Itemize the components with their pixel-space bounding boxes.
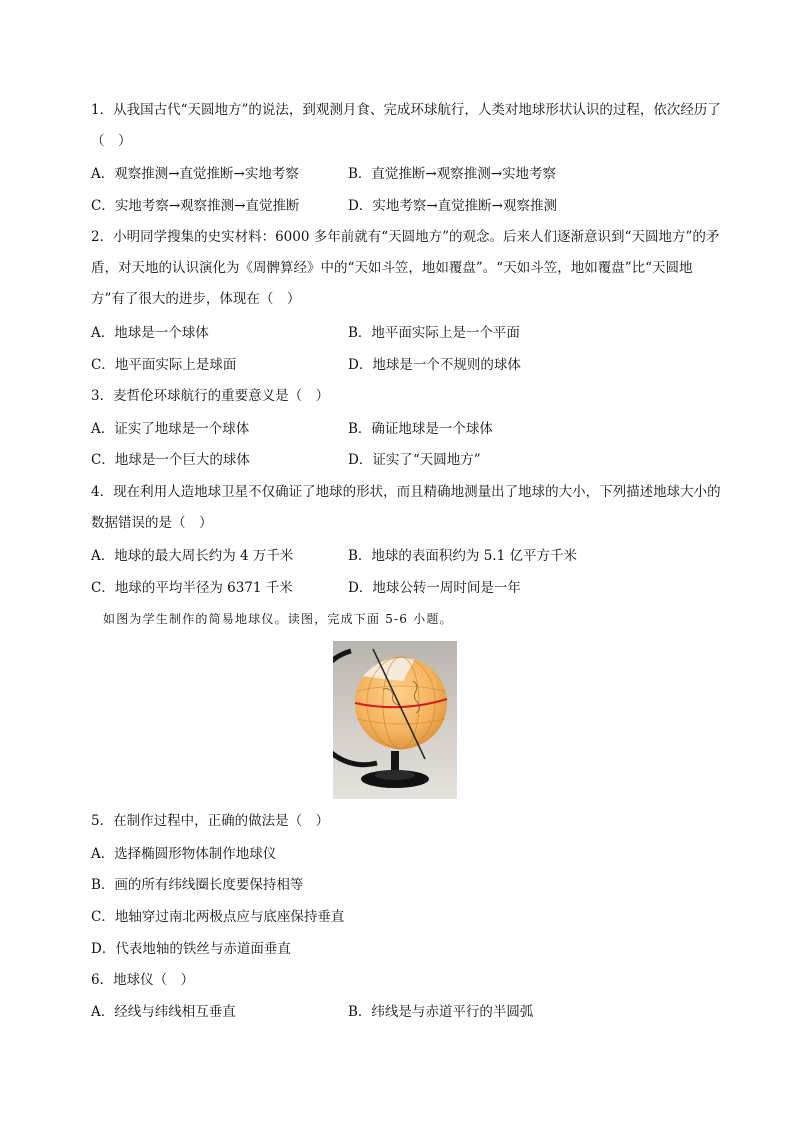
q4-option-b: B．地球的表面积约为 5.1 亿平方千米: [348, 548, 577, 564]
q6-option-b: B．纬线是与赤道平行的半圆弧: [348, 1004, 534, 1020]
q1-option-d: D．实地考察→直觉推断→观察推测: [348, 198, 557, 214]
question-1: 1．从我国古代“天圆地方”的说法，到观测月食、完成环球航行，人类对地球形状认识的过程，依次经历了（ ）: [91, 102, 721, 149]
figure-intro: 如图为学生制作的简易地球仪。读图，完成下面 5-6 小题。: [103, 612, 453, 626]
q5-option-d: D．代表地轴的铁丝与赤道面垂直: [91, 941, 291, 957]
q3-option-d: D．证实了“天圆地方”: [348, 452, 481, 468]
q5-option-a: A．选择椭圆形物体制作地球仪: [91, 846, 277, 862]
q4-option-d: D．地球公转一周时间是一年: [348, 580, 521, 596]
q6-option-a: A．经线与纬线相互垂直: [91, 1004, 236, 1020]
q4-option-a: A．地球的最大周长约为 4 万千米: [91, 548, 294, 564]
question-5: 5．在制作过程中，正确的做法是（ ）: [91, 813, 330, 829]
q5-option-b: B．画的所有纬线圈长度要保持相等: [91, 877, 304, 893]
question-6: 6．地球仪（ ）: [91, 972, 195, 988]
globe-photo: [333, 641, 457, 799]
globe-icon: [333, 641, 457, 799]
q3-option-c: C．地球是一个巨大的球体: [91, 452, 250, 468]
q1-option-a: A．观察推测→直觉推断→实地考察: [91, 166, 299, 182]
q2-option-a: A．地球是一个球体: [91, 325, 209, 341]
q1-option-b: B．直觉推断→观察推测→实地考察: [348, 166, 557, 182]
q5-option-c: C．地轴穿过南北两极点应与底座保持垂直: [91, 909, 345, 925]
q1-option-c: C．实地考察→观察推测→直觉推断: [91, 198, 300, 214]
question-4: 4．现在利用人造地球卫星不仅确证了地球的形状，而且精确地测量出了地球的大小，下列描述地球大小的数据错误的是（ ）: [91, 484, 721, 531]
q3-option-b: B．确证地球是一个球体: [348, 421, 493, 437]
q3-option-a: A．证实了地球是一个球体: [91, 421, 250, 437]
q2-option-c: C．地平面实际上是球面: [91, 357, 237, 373]
q2-option-d: D．地球是一个不规则的球体: [348, 357, 521, 373]
question-2: 2．小明同学搜集的史实材料：6000 多年前就有“天圆地方”的观念。后来人们逐渐意识到“天圆地方”的矛盾，对天地的认识演化为《周髀算经》中的“天如斗笠，地如覆盘”。“天如斗笠，地如覆盘”比“天圆地方”有了很大的进步，体现在（ ）: [91, 229, 720, 307]
q4-option-c: C．地球的平均半径为 6371 千米: [91, 580, 293, 596]
q2-option-b: B．地平面实际上是一个平面: [348, 325, 520, 341]
question-3: 3．麦哲伦环球航行的重要意义是（ ）: [91, 388, 330, 404]
